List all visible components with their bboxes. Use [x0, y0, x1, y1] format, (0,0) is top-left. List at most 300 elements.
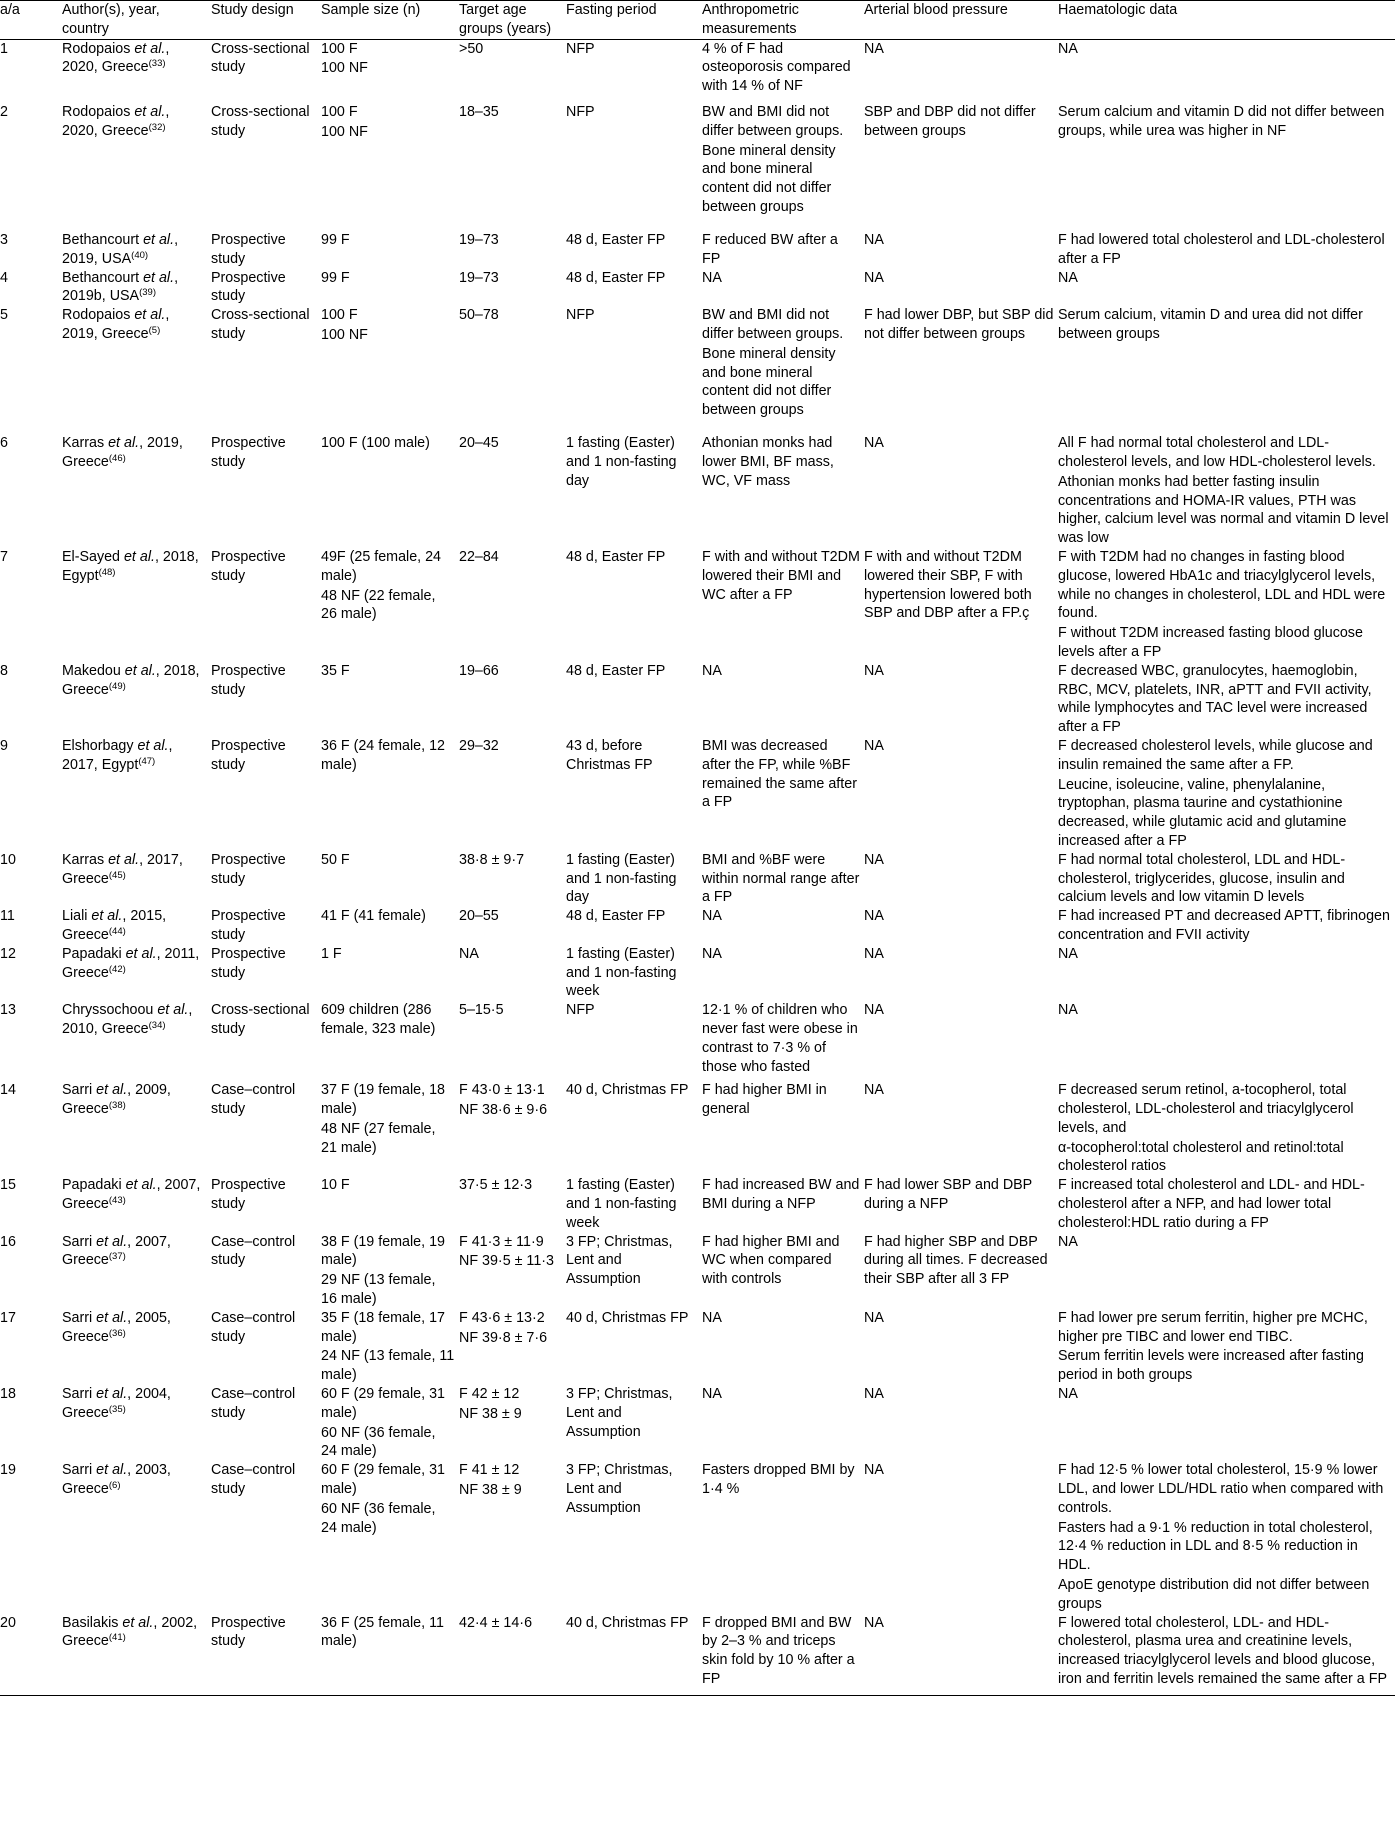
blood-pressure-cell [864, 1233, 1058, 1309]
row-number: 7 [0, 549, 8, 566]
table-row [0, 103, 1395, 231]
fasting-period-cell: 48 d, Easter FP [566, 662, 666, 679]
anthropometric-paragraph: BW and BMI did not differ between groups. [702, 307, 844, 343]
haematologic-paragraph: Serum ferritin levels were increased after fasting period in both groups [1058, 1348, 1364, 1384]
blood-pressure-paragraph: NA [864, 269, 884, 286]
author-cell: Papadaki et al., 2007, Greece$^{(43)}$ [62, 1177, 201, 1212]
row-number: 10 [0, 851, 16, 868]
author-cell: Rodopaios et al., 2020, Greece$^{(32)}$ [62, 104, 170, 139]
blood-pressure-paragraph: NA [864, 851, 884, 868]
study-design-cell: Case–control study [211, 1385, 296, 1421]
target-age-line: 19–73 [459, 232, 499, 249]
target-age-line: NF 39·5 ± 11·3 [459, 1253, 554, 1270]
table-row [0, 269, 1395, 307]
blood-pressure-paragraph: NA [864, 1614, 884, 1631]
haematologic-cell [1058, 1233, 1395, 1309]
target-age-cell [459, 1233, 566, 1309]
anthropometric-cell [702, 548, 864, 662]
row-number: 6 [0, 435, 8, 452]
haematologic-cell [1058, 1001, 1395, 1081]
fasting-period-cell: NFP [566, 307, 595, 324]
haematologic-paragraph: Serum calcium, vitamin D and urea did not differ between groups [1058, 307, 1363, 343]
haematologic-cell [1058, 548, 1395, 662]
sample-size-cell [321, 737, 459, 851]
target-age-cell [459, 269, 566, 307]
target-age-cell [459, 737, 566, 851]
sample-size-line: 60 F (29 female, 31 male) [321, 1385, 445, 1421]
table-row [0, 1176, 1395, 1232]
sample-size-line: 41 F (41 female) [321, 908, 426, 925]
blood-pressure-paragraph: NA [864, 1309, 884, 1326]
study-design-cell: Case–control study [211, 1309, 296, 1345]
haematologic-paragraph: NA [1058, 1385, 1078, 1402]
blood-pressure-cell [864, 1385, 1058, 1461]
anthropometric-paragraph: BW and BMI did not differ between groups. [702, 104, 844, 139]
blood-pressure-cell [864, 269, 1058, 307]
fasting-period-cell: 3 FP; Christmas, Lent and Assumption [566, 1462, 673, 1516]
sample-size-cell [321, 103, 459, 231]
blood-pressure-paragraph: NA [864, 945, 884, 962]
sample-size-line: 48 NF (27 female, 21 male) [321, 1120, 436, 1156]
blood-pressure-cell [864, 907, 1058, 945]
anthropometric-cell [702, 1385, 864, 1461]
blood-pressure-paragraph: NA [864, 908, 884, 925]
table-row [0, 662, 1395, 737]
table-row [0, 1001, 1395, 1081]
sample-size-cell [321, 1461, 459, 1613]
author-cell: Papadaki et al., 2011, Greece$^{(42)}$ [62, 945, 200, 981]
haematologic-cell [1058, 1081, 1395, 1176]
blood-pressure-cell [864, 306, 1058, 434]
haematologic-cell [1058, 1385, 1395, 1461]
target-age-cell [459, 1176, 566, 1232]
table-header-row [0, 1, 1395, 40]
anthropometric-paragraph: 4 % of F had osteoporosis compared with 14 % of NF [702, 40, 851, 95]
study-design-cell: Prospective study [211, 549, 286, 584]
target-age-cell [459, 434, 566, 548]
blood-pressure-cell [864, 945, 1058, 1001]
study-design-cell: Prospective study [211, 662, 286, 698]
blood-pressure-cell [864, 1081, 1058, 1176]
target-age-line: 50–78 [459, 307, 499, 324]
sample-size-cell [321, 548, 459, 662]
blood-pressure-paragraph: SBP and DBP did not differ between groups [864, 104, 1036, 139]
haematologic-paragraph: F increased total cholesterol and LDL- and HDL-cholesterol after a NFP, and had lower total cholesterol:HDL ratio during a FP [1058, 1177, 1365, 1231]
blood-pressure-cell [864, 1176, 1058, 1232]
blood-pressure-paragraph: NA [864, 1002, 884, 1019]
author-cell: Liali et al., 2015, Greece$^{(44)}$ [62, 908, 167, 943]
blood-pressure-paragraph: NA [864, 1385, 884, 1402]
author-cell: Sarri et al., 2005, Greece$^{(36)}$ [62, 1309, 171, 1345]
sample-size-line: 100 NF [321, 60, 368, 77]
blood-pressure-paragraph: NA [864, 435, 884, 452]
row-number: 4 [0, 269, 8, 286]
anthropometric-cell [702, 1176, 864, 1232]
anthropometric-paragraph: F had higher BMI in general [702, 1082, 827, 1117]
haematologic-cell [1058, 851, 1395, 907]
haematologic-paragraph: All F had normal total cholesterol and LDL-cholesterol levels, and low HDL-cholesterol levels. [1058, 435, 1376, 471]
table-body [0, 39, 1395, 1695]
fasting-period-cell: NFP [566, 104, 595, 121]
row-number: 14 [0, 1082, 16, 1099]
anthropometric-paragraph: Fasters dropped BMI by 1·4 % [702, 1462, 855, 1497]
sample-size-line: 29 NF (13 female, 16 male) [321, 1272, 436, 1307]
sample-size-line: 60 NF (36 female, 24 male) [321, 1424, 436, 1460]
fasting-period-cell: 3 FP; Christmas, Lent and Assumption [566, 1233, 673, 1288]
study-design-cell: Prospective study [211, 269, 286, 305]
author-cell: Karras et al., 2019, Greece$^{(46)}$ [62, 435, 183, 471]
target-age-cell [459, 945, 566, 1001]
study-design-cell: Prospective study [211, 908, 286, 943]
study-design-cell: Prospective study [211, 1614, 321, 1696]
sample-size-line: 50 F [321, 851, 350, 868]
author-cell: El-Sayed et al., 2018, Egypt$^{(48)}$ [62, 549, 199, 584]
haematologic-cell [1058, 103, 1395, 231]
target-age-cell [459, 662, 566, 737]
haematologic-paragraph: Serum calcium and vitamin D did not differ between groups, while urea was higher in NF [1058, 104, 1385, 139]
author-cell: Sarri et al., 2007, Greece$^{(37)}$ [62, 1233, 171, 1269]
anthropometric-paragraph: Bone mineral density and bone mineral content did not differ between groups [702, 142, 836, 216]
target-age-line: NF 38 ± 9 [459, 1405, 522, 1422]
sample-size-cell [321, 1176, 459, 1232]
anthropometric-cell [702, 945, 864, 1001]
sample-size-line: 36 F (25 female, 11 male) [321, 1614, 444, 1650]
table-row [0, 434, 1395, 548]
anthropometric-cell [702, 269, 864, 307]
blood-pressure-cell [864, 1461, 1058, 1613]
row-number: 12 [0, 945, 16, 962]
table-row [0, 231, 1395, 269]
anthropometric-cell [702, 662, 864, 737]
haematologic-cell [1058, 1461, 1395, 1613]
target-age-line: NF 38 ± 9 [459, 1481, 522, 1498]
anthropometric-paragraph: F had increased BW and BMI during a NFP [702, 1177, 860, 1212]
author-cell: Karras et al., 2017, Greece$^{(45)}$ [62, 851, 183, 887]
haematologic-paragraph: Fasters had a 9·1 % reduction in total cholesterol, 12·4 % reduction in LDL and 8·5 % reduction in HDL. [1058, 1519, 1373, 1574]
sample-size-cell [321, 1309, 459, 1385]
study-design-cell: Cross-sectional study [211, 40, 310, 76]
row-number: 11 [0, 908, 15, 925]
anthropometric-cell [702, 907, 864, 945]
sample-size-cell [321, 851, 459, 907]
row-number: 13 [0, 1002, 16, 1019]
study-design-cell: Prospective study [211, 851, 286, 887]
author-cell: Elshorbagy et al., 2017, Egypt$^{(47)}$ [62, 738, 173, 773]
haematologic-cell [1058, 662, 1395, 737]
sample-size-cell [321, 1233, 459, 1309]
table-row [0, 1461, 1395, 1613]
haematologic-paragraph: F without T2DM increased fasting blood glucose levels after a FP [1058, 625, 1363, 661]
row-number: 2 [0, 104, 8, 121]
fasting-period-cell: 48 d, Easter FP [566, 549, 666, 566]
anthropometric-paragraph: NA [702, 945, 722, 962]
target-age-cell [459, 1385, 566, 1461]
author-cell: Sarri et al., 2009, Greece$^{(38)}$ [62, 1082, 171, 1117]
target-age-line: 20–45 [459, 435, 499, 452]
anthropometric-cell [702, 103, 864, 231]
haematologic-cell [1058, 907, 1395, 945]
target-age-line: 20–55 [459, 908, 499, 925]
anthropometric-paragraph: NA [702, 269, 722, 286]
sample-size-line: 60 NF (36 female, 24 male) [321, 1500, 436, 1536]
table-row [0, 1385, 1395, 1461]
haematologic-cell [1058, 306, 1395, 434]
blood-pressure-cell [864, 1309, 1058, 1385]
fasting-period-cell: 1 fasting (Easter) and 1 non-fasting week [566, 945, 677, 1000]
sample-size-cell [321, 1001, 459, 1081]
header-haematologic: Haematologic data [1058, 1, 1395, 40]
sample-size-cell [321, 434, 459, 548]
sample-size-line: 60 F (29 female, 31 male) [321, 1462, 445, 1497]
header-study-design: Study design [211, 1, 321, 40]
anthropometric-paragraph: NA [702, 908, 722, 925]
fasting-period-cell: 43 d, before Christmas FP [566, 738, 653, 773]
target-age-cell [459, 231, 566, 269]
study-design-cell: Prospective study [211, 1177, 286, 1212]
haematologic-paragraph: NA [1058, 1002, 1078, 1019]
anthropometric-paragraph: F dropped BMI and BW by 2–3 % and triceps skin fold by 10 % after a FP [702, 1614, 855, 1687]
blood-pressure-paragraph: F had lower SBP and DBP during a NFP [864, 1177, 1032, 1212]
sample-size-line: 49F (25 female, 24 male) [321, 549, 442, 584]
blood-pressure-cell [864, 103, 1058, 231]
anthropometric-cell [702, 1233, 864, 1309]
author-cell: Rodopaios et al., 2020, Greece$^{(33)}$ [62, 40, 170, 76]
author-cell: Sarri et al., 2003, Greece$^{(6)}$ [62, 1462, 171, 1497]
target-age-line: NF 39·8 ± 7·6 [459, 1329, 548, 1346]
author-cell: Bethancourt et al., 2019b, USA$^{(39)}$ [62, 269, 179, 305]
sample-size-line: 38 F (19 female, 19 male) [321, 1233, 445, 1269]
anthropometric-cell [702, 39, 864, 103]
haematologic-cell [1058, 737, 1395, 851]
target-age-cell [459, 907, 566, 945]
target-age-cell [459, 1001, 566, 1081]
anthropometric-paragraph: Bone mineral density and bone mineral content did not differ between groups [702, 345, 836, 419]
target-age-line: 38·8 ± 9·7 [459, 851, 525, 868]
anthropometric-paragraph: NA [702, 1309, 722, 1326]
sample-size-line: 35 F [321, 662, 350, 679]
fasting-period-cell: NFP [566, 1002, 595, 1019]
anthropometric-paragraph: F had higher BMI and WC when compared with controls [702, 1233, 840, 1288]
target-age-line: NF 38·6 ± 9·6 [459, 1101, 548, 1118]
study-design-cell: Prospective study [211, 945, 286, 981]
target-age-line: >50 [459, 40, 484, 57]
fasting-period-cell: 40 d, Christmas FP [566, 1614, 702, 1696]
anthropometric-cell [702, 851, 864, 907]
fasting-period-cell: 40 d, Christmas FP [566, 1082, 689, 1099]
target-age-cell [459, 1309, 566, 1385]
anthropometric-paragraph: 12·1 % of children who never fast were obese in contrast to 7·3 % of those who fasted [702, 1002, 858, 1075]
sample-size-line: 35 F (18 female, 17 male) [321, 1309, 445, 1345]
target-age-line: 5–15·5 [459, 1002, 504, 1019]
table-row [0, 548, 1395, 662]
target-age-line: 37·5 ± 12·3 [459, 1177, 533, 1194]
fasting-period-cell: NFP [566, 40, 595, 57]
haematologic-cell [1058, 1614, 1395, 1696]
row-number: 5 [0, 307, 8, 324]
sample-size-cell [321, 306, 459, 434]
study-design-cell: Case–control study [211, 1462, 296, 1497]
target-age-cell [459, 1081, 566, 1176]
haematologic-cell [1058, 231, 1395, 269]
sample-size-cell [321, 269, 459, 307]
anthropometric-paragraph: NA [702, 1385, 722, 1402]
target-age-cell [459, 39, 566, 103]
author-cell: Makedou et al., 2018, Greece$^{(49)}$ [62, 662, 200, 698]
target-age-cell [459, 1614, 566, 1696]
target-age-cell [459, 1461, 566, 1613]
sample-size-line: 37 F (19 female, 18 male) [321, 1082, 445, 1117]
blood-pressure-cell [864, 231, 1058, 269]
target-age-line: 22–84 [459, 549, 499, 566]
study-design-cell: Prospective study [211, 232, 286, 267]
haematologic-paragraph: Athonian monks had better fasting insulin concentrations and HOMA-IR values, PTH was higher, calcium level was normal and vitamin D level was low [1058, 473, 1389, 547]
haematologic-cell [1058, 434, 1395, 548]
table-row [0, 737, 1395, 851]
row-number: 19 [0, 1462, 16, 1479]
sample-size-cell [321, 231, 459, 269]
header-fasting-period: Fasting period [566, 1, 702, 40]
header-sample-size: Sample size (n) [321, 1, 459, 40]
haematologic-cell [1058, 1309, 1395, 1385]
row-number: 1 [0, 40, 8, 57]
author-cell: Chryssochoou et al., 2010, Greece$^{(34)}$ [62, 1002, 193, 1037]
table-row [0, 1309, 1395, 1385]
sample-size-line: 100 NF [321, 123, 368, 140]
haematologic-paragraph: F decreased cholesterol levels, while glucose and insulin remained the same after a FP. [1058, 738, 1373, 773]
anthropometric-cell [702, 1309, 864, 1385]
fasting-period-cell: 48 d, Easter FP [566, 269, 666, 286]
sample-size-line: 99 F [321, 269, 350, 286]
haematologic-paragraph: NA [1058, 1233, 1078, 1250]
target-age-line: 42·4 ± 14·6 [459, 1614, 533, 1631]
haematologic-paragraph: F with T2DM had no changes in fasting blood glucose, lowered HbA1c and triacylglycerol levels, while no changes in cholesterol, LDL and HDL were found. [1058, 549, 1386, 622]
fasting-period-cell: 1 fasting (Easter) and 1 non-fasting day [566, 435, 677, 489]
target-age-line: F 43·0 ± 13·1 [459, 1082, 545, 1099]
blood-pressure-paragraph: NA [864, 1082, 884, 1099]
target-age-line: 19–73 [459, 269, 499, 286]
blood-pressure-paragraph: F with and without T2DM lowered their SBP, F with hypertension lowered both SBP and DBP after a FP.ç [864, 549, 1032, 622]
table-row [0, 1233, 1395, 1309]
sample-size-line: 99 F [321, 232, 350, 249]
anthropometric-paragraph: F with and without T2DM lowered their BMI and WC after a FP [702, 549, 860, 603]
row-number: 15 [0, 1177, 16, 1194]
table-row [0, 907, 1395, 945]
haematologic-paragraph: F had normal total cholesterol, LDL and HDL-cholesterol, triglycerides, glucose, insulin and calcium levels and low vitamin D levels [1058, 851, 1346, 906]
sample-size-line: 100 F [321, 40, 358, 57]
target-age-line: F 41·3 ± 11·9 [459, 1233, 544, 1250]
blood-pressure-paragraph: F had higher SBP and DBP during all times. F decreased their SBP after all 3 FP [864, 1233, 1048, 1288]
haematologic-paragraph: F decreased serum retinol, a-tocopherol, total cholesterol, LDL-cholesterol and triacylglycerol levels, and [1058, 1082, 1354, 1136]
blood-pressure-paragraph: NA [864, 738, 884, 755]
author-cell: Basilakis et al., 2002, Greece$^{(41)}$ [62, 1614, 211, 1696]
sample-size-line: 100 F (100 male) [321, 435, 430, 452]
target-age-line: 18–35 [459, 104, 499, 121]
row-number: 16 [0, 1233, 16, 1250]
blood-pressure-cell [864, 1614, 1058, 1696]
header-anthropometric: Anthropometric measurements [702, 1, 864, 40]
target-age-line: F 41 ± 12 [459, 1462, 520, 1479]
blood-pressure-paragraph: NA [864, 662, 884, 679]
anthropometric-paragraph: F reduced BW after a FP [702, 232, 838, 267]
blood-pressure-paragraph: NA [864, 1462, 884, 1479]
row-number: 3 [0, 232, 8, 249]
study-design-cell: Prospective study [211, 435, 286, 471]
fasting-period-cell: 3 FP; Christmas, Lent and Assumption [566, 1385, 673, 1440]
blood-pressure-cell [864, 434, 1058, 548]
sample-size-line: 100 F [321, 307, 358, 324]
blood-pressure-cell [864, 1001, 1058, 1081]
target-age-line: NA [459, 945, 479, 962]
sample-size-line: 100 NF [321, 327, 368, 344]
study-design-cell: Prospective study [211, 738, 286, 773]
anthropometric-cell [702, 231, 864, 269]
target-age-cell [459, 103, 566, 231]
haematologic-cell [1058, 39, 1395, 103]
anthropometric-paragraph: BMI was decreased after the FP, while %BF remained the same after a FP [702, 738, 857, 811]
anthropometric-paragraph: BMI and %BF were within normal range after a FP [702, 851, 860, 906]
fasting-period-cell: 1 fasting (Easter) and 1 non-fasting week [566, 1177, 677, 1231]
target-age-cell [459, 851, 566, 907]
header-blood-pressure: Arterial blood pressure [864, 1, 1058, 40]
sample-size-line: 10 F [321, 1177, 350, 1194]
table-row [0, 945, 1395, 1001]
haematologic-paragraph: F had lowered total cholesterol and LDL-cholesterol after a FP [1058, 232, 1385, 267]
sample-size-cell [321, 39, 459, 103]
table-row [0, 39, 1395, 103]
author-cell: Bethancourt et al., 2019, USA$^{(40)}$ [62, 232, 179, 267]
blood-pressure-cell [864, 851, 1058, 907]
study-design-cell: Case–control study [211, 1233, 296, 1269]
row-number: 9 [0, 738, 8, 755]
author-cell: Sarri et al., 2004, Greece$^{(35)}$ [62, 1385, 171, 1421]
study-design-cell: Cross-sectional study [211, 307, 310, 343]
anthropometric-paragraph: NA [702, 662, 722, 679]
sample-size-cell [321, 662, 459, 737]
header-target-age: Target age groups (years) [459, 1, 566, 40]
sample-size-line: 1 F [321, 945, 342, 962]
haematologic-paragraph: NA [1058, 269, 1078, 286]
haematologic-paragraph: F lowered total cholesterol, LDL- and HDL-cholesterol, plasma urea and creatinine levels, increased triacylglycerol levels and blood glucose, iron and ferritin levels remained the same after a FP [1058, 1614, 1387, 1687]
anthropometric-cell [702, 1081, 864, 1176]
target-age-line: F 42 ± 12 [459, 1385, 520, 1402]
sample-size-line: 48 NF (22 female, 26 male) [321, 587, 436, 623]
fasting-period-cell: 40 d, Christmas FP [566, 1309, 689, 1326]
haematologic-paragraph: F had 12·5 % lower total cholesterol, 15·9 % lower LDL, and lower LDL/HDL ratio when compared with controls. [1058, 1462, 1384, 1516]
sample-size-cell [321, 945, 459, 1001]
fasting-period-cell: 1 fasting (Easter) and 1 non-fasting day [566, 851, 677, 906]
row-number: 17 [0, 1309, 16, 1326]
target-age-cell [459, 548, 566, 662]
haematologic-cell [1058, 269, 1395, 307]
fasting-period-cell: 48 d, Easter FP [566, 232, 666, 249]
haematologic-paragraph: Leucine, isoleucine, valine, phenylalanine, tryptophan, plasma taurine and cystathionine decreased, while glutamic acid and glutamine increased after a FP [1058, 776, 1347, 850]
table-row [0, 306, 1395, 434]
anthropometric-cell [702, 1461, 864, 1613]
sample-size-line: 24 NF (13 female, 11 male) [321, 1348, 455, 1384]
anthropometric-cell [702, 434, 864, 548]
target-age-line: 19–66 [459, 662, 499, 679]
target-age-line: 29–32 [459, 738, 499, 755]
row-number: 8 [0, 662, 8, 679]
row-number: 20 [0, 1614, 62, 1696]
anthropometric-paragraph: Athonian monks had lower BMI, BF mass, WC, VF mass [702, 435, 834, 489]
row-number: 18 [0, 1385, 16, 1402]
haematologic-cell [1058, 1176, 1395, 1232]
header-aa: a/a [0, 1, 62, 40]
anthropometric-cell [702, 1001, 864, 1081]
sample-size-line: 100 F [321, 104, 358, 121]
sample-size-line: 36 F (24 female, 12 male) [321, 738, 445, 773]
